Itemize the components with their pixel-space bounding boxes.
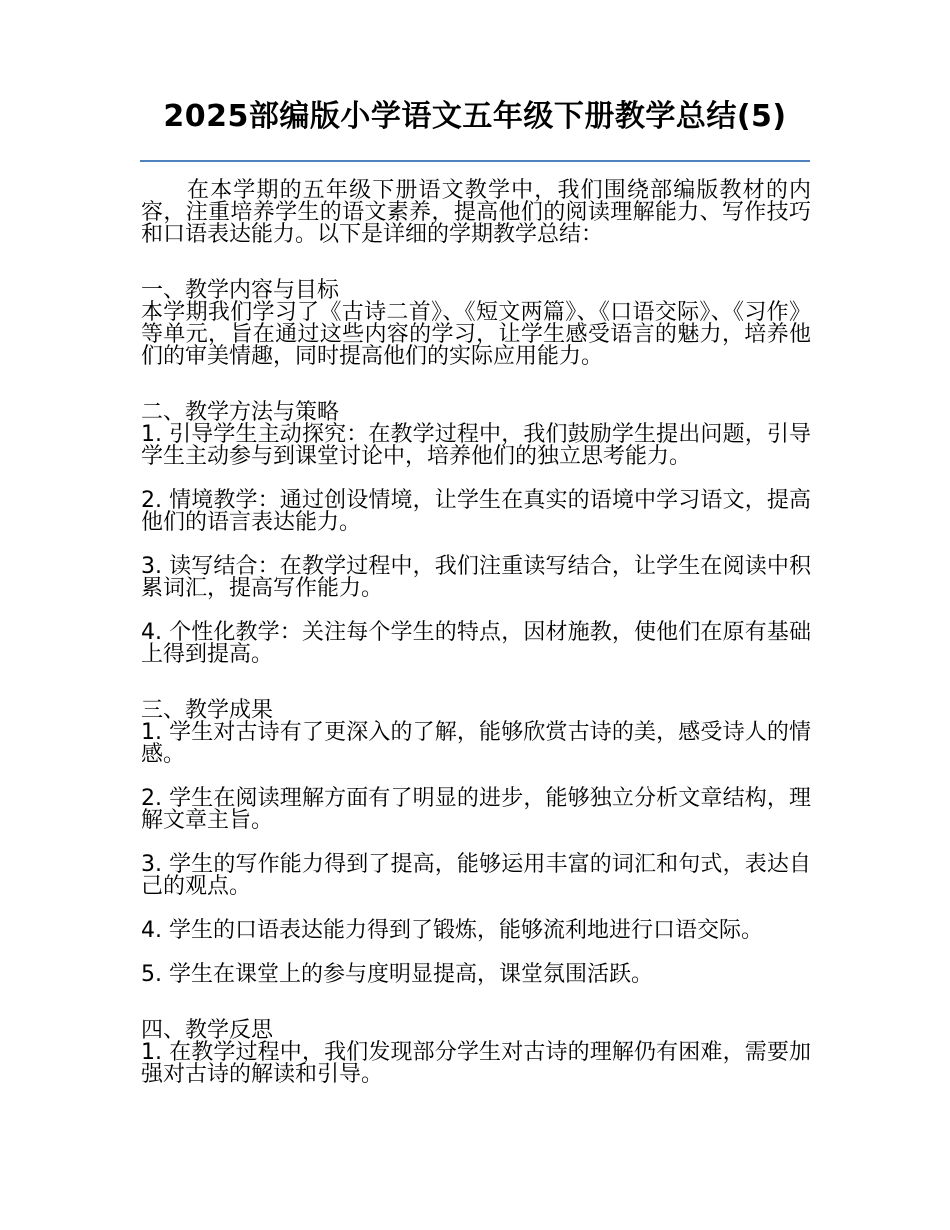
intro-paragraph: 在本学期的五年级下册语文教学中，我们围绕部编版教材的内容，注重培养学生的语文素养，提高他们的阅读理解能力、写作技巧和口语表达能力。以下是详细的学期教学总结： — [141, 178, 811, 247]
section-paragraph: 4. 个性化教学：关注每个学生的特点，因材施教，使他们在原有基础上得到提高。 — [141, 620, 811, 667]
section-paragraph: 3. 读写结合：在教学过程中，我们注重读写结合，让学生在阅读中积累词汇，提高写作能力。 — [141, 554, 811, 601]
section-paragraph: 本学期我们学习了《古诗二首》、《短文两篇》、《口语交际》、《习作》等单元，旨在通过这些内容的学习，让学生感受语言的魅力，培养他们的审美情趣，同时提高他们的实际应用能力。 — [141, 300, 811, 369]
section-paragraph: 1. 学生对古诗有了更深入的了解，能够欣赏古诗的美，感受诗人的情感。 — [141, 720, 811, 767]
section-paragraph: 3. 学生的写作能力得到了提高，能够运用丰富的词汇和句式，表达自己的观点。 — [141, 852, 811, 899]
document-body — [141, 180, 811, 1086]
section-heading: 三、教学成果 — [141, 698, 274, 723]
section-paragraph: 2. 学生在阅读理解方面有了明显的进步，能够独立分析文章结构，理解文章主旨。 — [141, 786, 811, 833]
section-paragraph: 4. 学生的口语表达能力得到了锻炼，能够流利地进行口语交际。 — [141, 918, 763, 943]
section-paragraph: 5. 学生在课堂上的参与度明显提高，课堂氛围活跃。 — [141, 962, 653, 987]
section-paragraph: 1. 引导学生主动探究：在教学过程中，我们鼓励学生提出问题，引导学生主动参与到课堂讨论中，培养他们的独立思考能力。 — [141, 422, 811, 469]
section-heading: 四、教学反思 — [141, 1018, 274, 1043]
section-heading: 二、教学方法与策略 — [141, 400, 340, 425]
section-paragraph: 1. 在教学过程中，我们发现部分学生对古诗的理解仍有困难，需要加强对古诗的解读和引导。 — [141, 1040, 811, 1087]
title-underline — [140, 160, 810, 162]
section-paragraph: 2. 情境教学：通过创设情境，让学生在真实的语境中学习语文，提高他们的语言表达能力。 — [141, 488, 811, 535]
section-heading: 一、教学内容与目标 — [141, 278, 340, 303]
document-title: 2025部编版小学语文五年级下册教学总结(5) — [163, 99, 787, 134]
